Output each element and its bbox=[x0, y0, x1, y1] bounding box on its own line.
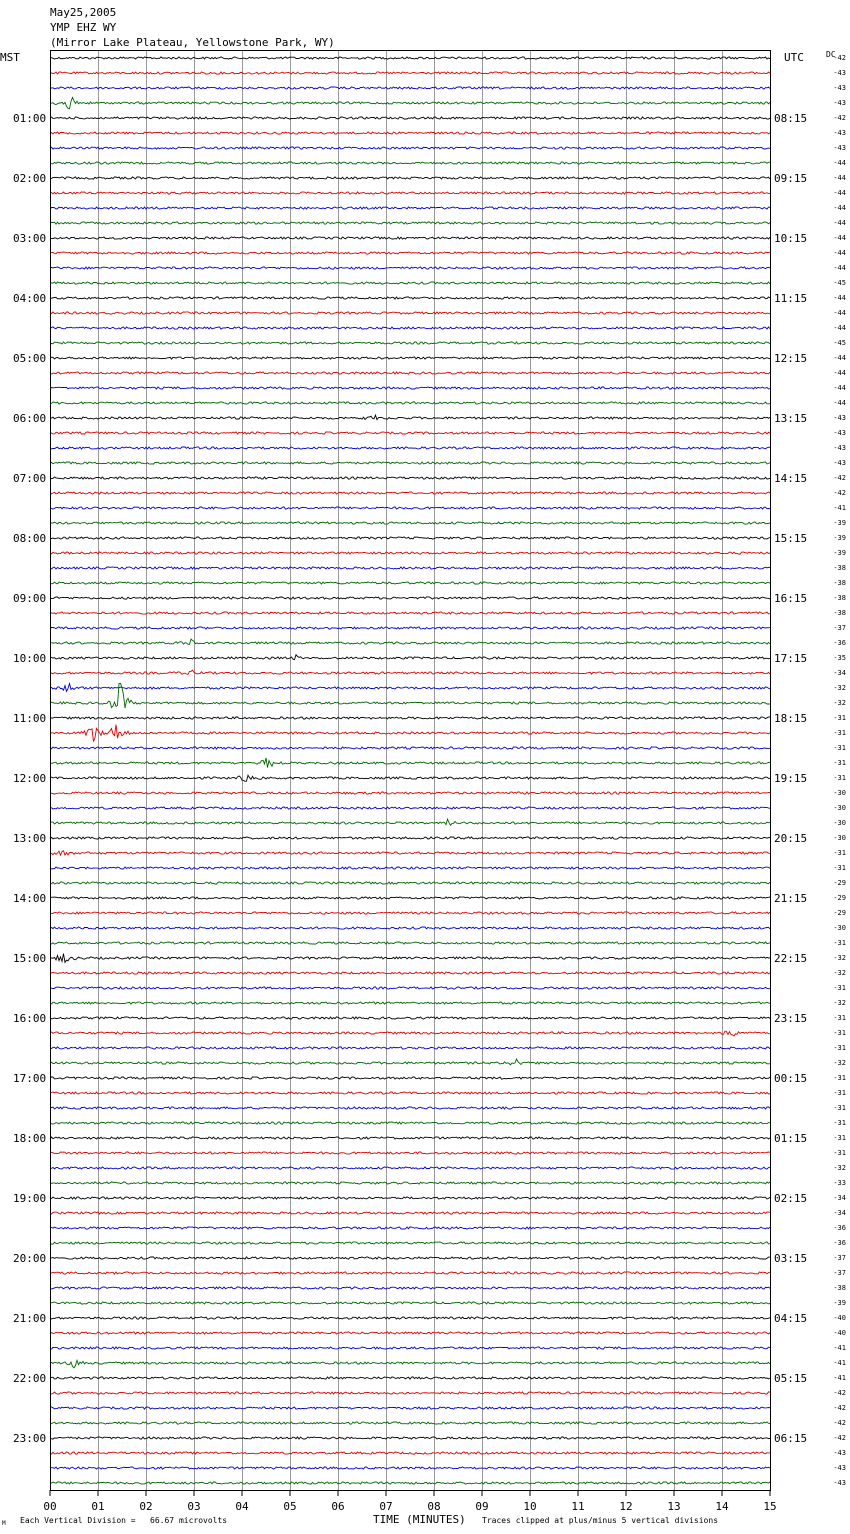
trace-line-26 bbox=[50, 432, 770, 434]
dc-offset-label: -29 bbox=[833, 894, 846, 902]
dc-offset-label: -41 bbox=[833, 1344, 846, 1352]
trace-line-92 bbox=[50, 1422, 770, 1424]
trace-line-69 bbox=[50, 1077, 770, 1079]
dc-offset-label: -31 bbox=[833, 1149, 846, 1157]
x-tick-label: 14 bbox=[715, 1500, 729, 1513]
dc-offset-label: -34 bbox=[833, 669, 846, 677]
left-hour-label: 13:00 bbox=[13, 832, 47, 845]
dc-offset-label: -30 bbox=[833, 924, 846, 932]
header-station: YMP EHZ WY bbox=[50, 21, 117, 34]
left-hour-label: 16:00 bbox=[13, 1012, 47, 1025]
trace-line-6 bbox=[50, 132, 770, 134]
dc-offset-label: -31 bbox=[833, 1029, 846, 1037]
trace-line-45 bbox=[50, 717, 770, 719]
plot-frame bbox=[51, 51, 771, 1491]
left-hour-label: 09:00 bbox=[13, 592, 47, 605]
dc-offset-label: -31 bbox=[833, 744, 846, 752]
right-hour-label: 08:15 bbox=[774, 112, 808, 125]
right-hour-label: 09:15 bbox=[774, 172, 808, 185]
trace-line-65 bbox=[50, 1017, 770, 1019]
left-hour-label: 03:00 bbox=[13, 232, 47, 245]
trace-line-34 bbox=[50, 552, 770, 554]
dc-offset-label: -31 bbox=[833, 729, 846, 737]
left-hour-label: 17:00 bbox=[13, 1072, 47, 1085]
dc-offset-label: -43 bbox=[833, 144, 846, 152]
trace-line-94 bbox=[50, 1452, 770, 1454]
left-hour-label: 19:00 bbox=[13, 1192, 47, 1205]
dc-offset-label: -42 bbox=[833, 114, 846, 122]
x-tick-label: 08 bbox=[427, 1500, 441, 1513]
x-tick-label: 07 bbox=[379, 1500, 393, 1513]
trace-line-41 bbox=[50, 655, 770, 660]
trace-line-63 bbox=[50, 987, 770, 989]
trace-line-68 bbox=[50, 1059, 770, 1065]
trace-line-71 bbox=[50, 1107, 770, 1109]
dc-offset-label: -42 bbox=[833, 489, 846, 497]
dc-offset-label: -40 bbox=[833, 1329, 846, 1337]
dc-offset-label: -44 bbox=[833, 264, 846, 272]
trace-line-77 bbox=[50, 1197, 770, 1199]
trace-line-72 bbox=[50, 1122, 770, 1124]
trace-line-48 bbox=[50, 758, 770, 768]
dc-offset-label: -31 bbox=[833, 1134, 846, 1142]
dc-offset-label: -30 bbox=[833, 804, 846, 812]
dc-offset-label: -31 bbox=[833, 864, 846, 872]
right-hour-label: 19:15 bbox=[774, 772, 808, 785]
right-hour-label: 05:15 bbox=[774, 1372, 808, 1385]
x-tick-label: 00 bbox=[43, 1500, 57, 1513]
dc-offset-label: -31 bbox=[833, 759, 846, 767]
trace-line-4 bbox=[50, 97, 770, 108]
trace-line-42 bbox=[50, 670, 770, 674]
trace-line-46 bbox=[50, 725, 770, 742]
right-hour-label: 13:15 bbox=[774, 412, 808, 425]
vertical-division-note: Each Vertical Division = 66.67 microvolts bbox=[20, 1516, 228, 1525]
dc-offset-label: -42 bbox=[833, 54, 846, 62]
left-hour-label: 18:00 bbox=[13, 1132, 47, 1145]
dc-offset-label: -44 bbox=[833, 159, 846, 167]
dc-offset-label: -37 bbox=[833, 624, 846, 632]
trace-line-79 bbox=[50, 1227, 770, 1229]
x-tick-label: 12 bbox=[619, 1500, 633, 1513]
trace-line-90 bbox=[50, 1392, 770, 1394]
right-hour-labels bbox=[774, 112, 807, 1445]
dc-offset-label: -44 bbox=[833, 354, 846, 362]
right-hour-label: 23:15 bbox=[774, 1012, 808, 1025]
right-hour-label: 14:15 bbox=[774, 472, 808, 485]
dc-offset-label: -31 bbox=[833, 1014, 846, 1022]
dc-offset-label: -32 bbox=[833, 969, 846, 977]
dc-offset-label: -40 bbox=[833, 1314, 846, 1322]
dc-offset-label: -39 bbox=[833, 534, 846, 542]
dc-offset-label: -34 bbox=[833, 1194, 846, 1202]
dc-offset-label: -44 bbox=[833, 294, 846, 302]
trace-line-95 bbox=[50, 1467, 770, 1469]
dc-offset-label: -41 bbox=[833, 1374, 846, 1382]
dc-offset-label: -29 bbox=[833, 879, 846, 887]
dc-offset-label: -43 bbox=[833, 1464, 846, 1472]
trace-line-36 bbox=[50, 582, 770, 584]
dc-offset-label: -31 bbox=[833, 849, 846, 857]
trace-line-67 bbox=[50, 1047, 770, 1049]
dc-offset-label: -44 bbox=[833, 174, 846, 182]
dc-offset-label: -34 bbox=[833, 1209, 846, 1217]
trace-line-28 bbox=[50, 462, 770, 464]
trace-line-84 bbox=[50, 1302, 770, 1304]
left-hour-label: 22:00 bbox=[13, 1372, 47, 1385]
trace-line-31 bbox=[50, 507, 770, 509]
trace-line-53 bbox=[50, 837, 770, 839]
trace-line-52 bbox=[50, 819, 770, 825]
trace-line-58 bbox=[50, 912, 770, 914]
dc-offset-label: -44 bbox=[833, 234, 846, 242]
dc-offset-label: -32 bbox=[833, 1164, 846, 1172]
dc-offset-label: -32 bbox=[833, 699, 846, 707]
x-tick-label: 06 bbox=[331, 1500, 345, 1513]
left-hour-label: 15:00 bbox=[13, 952, 47, 965]
trace-line-83 bbox=[50, 1287, 770, 1289]
trace-line-43 bbox=[50, 684, 770, 692]
dc-offset-label: -31 bbox=[833, 984, 846, 992]
trace-line-39 bbox=[50, 627, 770, 629]
header-date: May25,2005 bbox=[50, 6, 117, 19]
right-hour-label: 12:15 bbox=[774, 352, 808, 365]
dc-offset-label: -31 bbox=[833, 1044, 846, 1052]
dc-offset-label: -43 bbox=[833, 129, 846, 137]
trace-line-24 bbox=[50, 402, 770, 404]
trace-line-11 bbox=[50, 207, 770, 209]
right-hour-label: 22:15 bbox=[774, 952, 808, 965]
dc-offset-label: -32 bbox=[833, 1059, 846, 1067]
trace-line-2 bbox=[50, 72, 770, 74]
corner-mark: M bbox=[2, 1520, 6, 1527]
dc-offset-label: -44 bbox=[833, 324, 846, 332]
trace-line-82 bbox=[50, 1272, 770, 1274]
trace-line-93 bbox=[50, 1437, 770, 1439]
left-timezone-label: MST bbox=[0, 51, 20, 64]
trace-line-12 bbox=[50, 222, 770, 224]
dc-offset-label: -33 bbox=[833, 1179, 846, 1187]
dc-label: DC bbox=[826, 50, 836, 59]
right-hour-label: 20:15 bbox=[774, 832, 808, 845]
trace-line-73 bbox=[50, 1137, 770, 1139]
dc-offset-label: -41 bbox=[833, 504, 846, 512]
dc-offset-label: -38 bbox=[833, 609, 846, 617]
dc-offset-label: -38 bbox=[833, 579, 846, 587]
dc-offset-labels bbox=[833, 54, 846, 1487]
trace-line-74 bbox=[50, 1152, 770, 1154]
dc-offset-label: -44 bbox=[833, 204, 846, 212]
dc-offset-label: -38 bbox=[833, 1284, 846, 1292]
dc-offset-label: -42 bbox=[833, 1434, 846, 1442]
trace-line-62 bbox=[50, 972, 770, 974]
trace-line-9 bbox=[50, 177, 770, 179]
dc-offset-label: -31 bbox=[833, 1119, 846, 1127]
dc-offset-label: -43 bbox=[833, 99, 846, 107]
trace-line-70 bbox=[50, 1092, 770, 1094]
right-hour-label: 11:15 bbox=[774, 292, 808, 305]
left-hour-label: 10:00 bbox=[13, 652, 47, 665]
right-hour-label: 16:15 bbox=[774, 592, 808, 605]
dc-offset-label: -43 bbox=[833, 84, 846, 92]
dc-offset-label: -32 bbox=[833, 684, 846, 692]
right-hour-label: 02:15 bbox=[774, 1192, 808, 1205]
trace-line-47 bbox=[50, 747, 770, 749]
dc-offset-label: -36 bbox=[833, 639, 846, 647]
left-hour-label: 12:00 bbox=[13, 772, 47, 785]
trace-line-80 bbox=[50, 1242, 770, 1244]
x-tick-label: 02 bbox=[139, 1500, 153, 1513]
dc-offset-label: -43 bbox=[833, 459, 846, 467]
dc-offset-label: -31 bbox=[833, 939, 846, 947]
trace-line-5 bbox=[50, 117, 770, 119]
dc-offset-label: -39 bbox=[833, 519, 846, 527]
trace-line-89 bbox=[50, 1377, 770, 1379]
right-hour-label: 10:15 bbox=[774, 232, 808, 245]
trace-line-38 bbox=[50, 612, 770, 614]
dc-offset-label: -43 bbox=[833, 414, 846, 422]
dc-offset-label: -41 bbox=[833, 1359, 846, 1367]
trace-line-61 bbox=[50, 954, 770, 963]
dc-offset-label: -30 bbox=[833, 834, 846, 842]
dc-offset-label: -42 bbox=[833, 474, 846, 482]
left-hour-labels bbox=[13, 112, 46, 1445]
dc-offset-label: -37 bbox=[833, 1254, 846, 1262]
dc-offset-label: -44 bbox=[833, 219, 846, 227]
trace-line-29 bbox=[50, 477, 770, 479]
trace-line-87 bbox=[50, 1347, 770, 1349]
x-tick-label: 04 bbox=[235, 1500, 249, 1513]
right-hour-label: 00:15 bbox=[774, 1072, 808, 1085]
dc-offset-label: -31 bbox=[833, 774, 846, 782]
trace-line-51 bbox=[50, 807, 770, 809]
dc-offset-label: -30 bbox=[833, 789, 846, 797]
seismic-traces bbox=[50, 57, 770, 1484]
trace-line-10 bbox=[50, 192, 770, 194]
x-tick-label: 03 bbox=[187, 1500, 201, 1513]
x-tick-label: 15 bbox=[763, 1500, 777, 1513]
dc-offset-label: -44 bbox=[833, 309, 846, 317]
trace-line-50 bbox=[50, 792, 770, 794]
dc-offset-label: -31 bbox=[833, 1104, 846, 1112]
dc-offset-label: -39 bbox=[833, 1299, 846, 1307]
dc-offset-label: -30 bbox=[833, 819, 846, 827]
dc-offset-label: -42 bbox=[833, 1404, 846, 1412]
x-axis-title: TIME (MINUTES) bbox=[373, 1513, 466, 1526]
trace-line-91 bbox=[50, 1407, 770, 1409]
left-hour-label: 07:00 bbox=[13, 472, 47, 485]
trace-line-30 bbox=[50, 492, 770, 494]
dc-offset-label: -44 bbox=[833, 249, 846, 257]
trace-line-15 bbox=[50, 267, 770, 269]
left-hour-label: 14:00 bbox=[13, 892, 47, 905]
trace-line-81 bbox=[50, 1257, 770, 1259]
right-hour-label: 18:15 bbox=[774, 712, 808, 725]
trace-line-17 bbox=[50, 297, 770, 299]
dc-offset-label: -43 bbox=[833, 1449, 846, 1457]
x-tick-label: 11 bbox=[571, 1500, 585, 1513]
dc-offset-label: -32 bbox=[833, 954, 846, 962]
trace-line-78 bbox=[50, 1212, 770, 1214]
left-hour-label: 21:00 bbox=[13, 1312, 47, 1325]
left-hour-label: 11:00 bbox=[13, 712, 47, 725]
left-hour-label: 01:00 bbox=[13, 112, 47, 125]
trace-line-66 bbox=[50, 1031, 770, 1036]
trace-line-96 bbox=[50, 1482, 770, 1484]
trace-line-8 bbox=[50, 162, 770, 164]
x-axis-tick-labels bbox=[43, 1490, 776, 1513]
trace-line-35 bbox=[50, 567, 770, 569]
dc-offset-label: -36 bbox=[833, 1239, 846, 1247]
dc-offset-label: -43 bbox=[833, 1479, 846, 1487]
trace-line-27 bbox=[50, 447, 770, 449]
dc-offset-label: -43 bbox=[833, 444, 846, 452]
trace-line-25 bbox=[50, 415, 770, 420]
dc-offset-label: -29 bbox=[833, 909, 846, 917]
clipping-note: Traces clipped at plus/minus 5 vertical divisions bbox=[482, 1516, 719, 1525]
trace-line-13 bbox=[50, 237, 770, 239]
right-hour-label: 04:15 bbox=[774, 1312, 808, 1325]
dc-offset-label: -31 bbox=[833, 714, 846, 722]
trace-line-64 bbox=[50, 1002, 770, 1004]
x-tick-label: 05 bbox=[283, 1500, 297, 1513]
trace-line-75 bbox=[50, 1167, 770, 1169]
right-hour-label: 06:15 bbox=[774, 1432, 808, 1445]
dc-offset-label: -38 bbox=[833, 594, 846, 602]
right-timezone-label: UTC bbox=[784, 51, 804, 64]
dc-offset-label: -44 bbox=[833, 189, 846, 197]
dc-offset-label: -43 bbox=[833, 429, 846, 437]
dc-offset-label: -31 bbox=[833, 1089, 846, 1097]
right-hour-label: 15:15 bbox=[774, 532, 808, 545]
trace-line-23 bbox=[50, 387, 770, 389]
dc-offset-label: -37 bbox=[833, 1269, 846, 1277]
trace-line-85 bbox=[50, 1317, 770, 1319]
dc-offset-label: -32 bbox=[833, 999, 846, 1007]
trace-line-57 bbox=[50, 897, 770, 899]
dc-offset-label: -31 bbox=[833, 1074, 846, 1082]
left-hour-label: 20:00 bbox=[13, 1252, 47, 1265]
left-hour-label: 02:00 bbox=[13, 172, 47, 185]
trace-line-18 bbox=[50, 312, 770, 314]
trace-line-59 bbox=[50, 927, 770, 929]
trace-line-49 bbox=[50, 775, 770, 781]
trace-line-76 bbox=[50, 1182, 770, 1184]
dc-offset-label: -35 bbox=[833, 654, 846, 662]
trace-line-3 bbox=[50, 87, 770, 89]
trace-line-88 bbox=[50, 1360, 770, 1368]
left-hour-label: 06:00 bbox=[13, 412, 47, 425]
dc-offset-label: -38 bbox=[833, 564, 846, 572]
dc-offset-label: -44 bbox=[833, 384, 846, 392]
trace-line-14 bbox=[50, 252, 770, 254]
left-hour-label: 08:00 bbox=[13, 532, 47, 545]
left-hour-label: 23:00 bbox=[13, 1432, 47, 1445]
x-tick-label: 10 bbox=[523, 1500, 537, 1513]
left-hour-label: 04:00 bbox=[13, 292, 47, 305]
dc-offset-label: -44 bbox=[833, 399, 846, 407]
trace-line-86 bbox=[50, 1332, 770, 1334]
dc-offset-label: -43 bbox=[833, 69, 846, 77]
dc-offset-label: -36 bbox=[833, 1224, 846, 1232]
trace-line-19 bbox=[50, 327, 770, 329]
right-hour-label: 03:15 bbox=[774, 1252, 808, 1265]
dc-offset-label: -44 bbox=[833, 369, 846, 377]
dc-offset-label: -42 bbox=[833, 1419, 846, 1427]
trace-line-7 bbox=[50, 147, 770, 149]
trace-line-60 bbox=[50, 942, 770, 944]
header-location: (Mirror Lake Plateau, Yellowstone Park, WY) bbox=[50, 36, 335, 49]
x-tick-label: 09 bbox=[475, 1500, 489, 1513]
trace-line-55 bbox=[50, 867, 770, 869]
dc-offset-label: -39 bbox=[833, 549, 846, 557]
trace-line-16 bbox=[50, 282, 770, 284]
trace-line-33 bbox=[50, 537, 770, 539]
right-hour-label: 01:15 bbox=[774, 1132, 808, 1145]
trace-line-21 bbox=[50, 357, 770, 359]
trace-line-56 bbox=[50, 882, 770, 884]
right-hour-label: 21:15 bbox=[774, 892, 808, 905]
right-hour-label: 17:15 bbox=[774, 652, 808, 665]
trace-line-20 bbox=[50, 342, 770, 344]
dc-offset-label: -45 bbox=[833, 279, 846, 287]
x-tick-label: 01 bbox=[91, 1500, 105, 1513]
trace-line-22 bbox=[50, 372, 770, 374]
dc-offset-label: -42 bbox=[833, 1389, 846, 1397]
trace-line-54 bbox=[50, 851, 770, 855]
trace-line-37 bbox=[50, 597, 770, 599]
dc-offset-label: -45 bbox=[833, 339, 846, 347]
trace-line-40 bbox=[50, 639, 770, 644]
trace-line-32 bbox=[50, 522, 770, 524]
trace-line-1 bbox=[50, 57, 770, 59]
x-tick-label: 13 bbox=[667, 1500, 681, 1513]
left-hour-label: 05:00 bbox=[13, 352, 47, 365]
